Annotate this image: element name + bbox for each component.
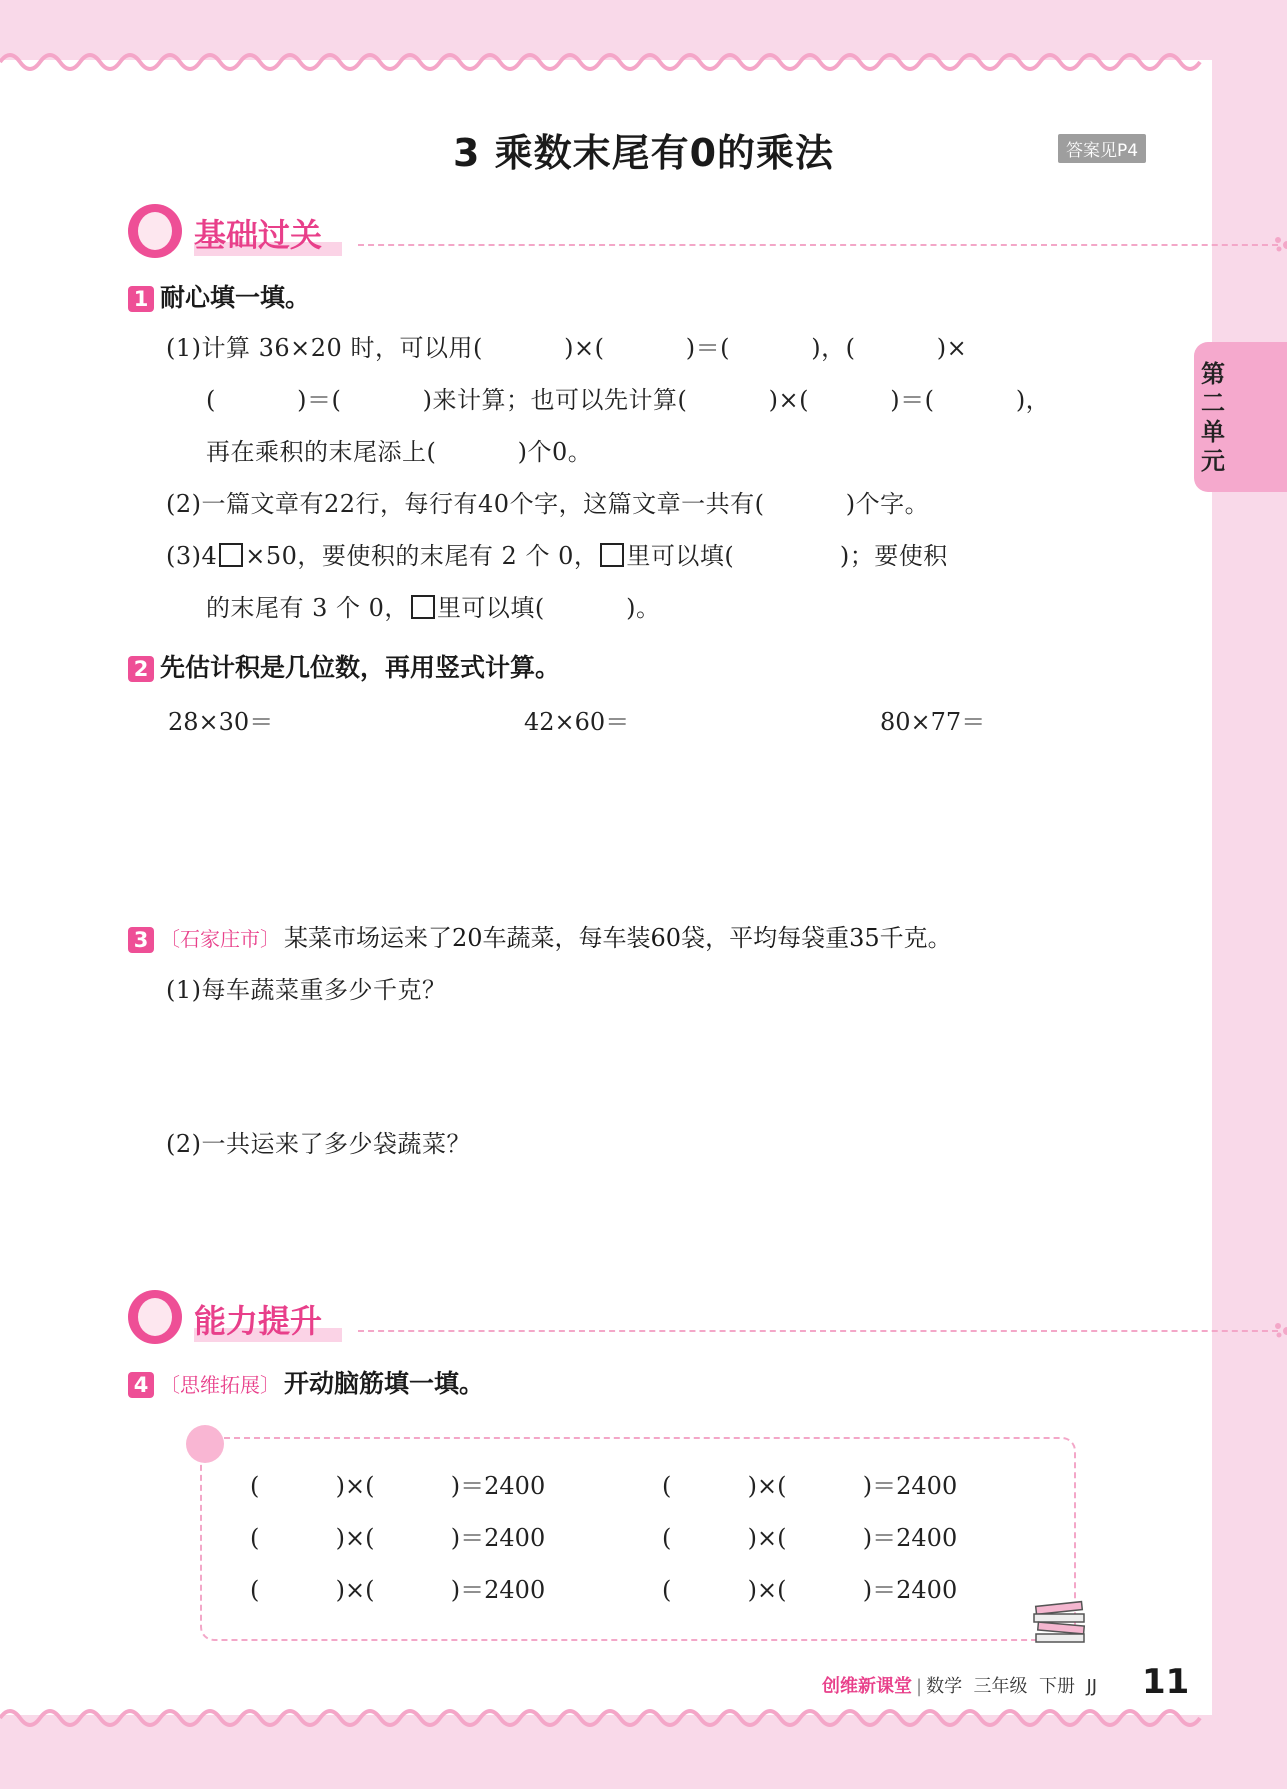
section-divider bbox=[358, 1330, 1278, 1332]
q1-line-5: (3)4 ×50，要使积的末尾有 2 个 0， 里可以填( )；要使积 bbox=[166, 542, 948, 570]
dots-icon bbox=[1273, 1322, 1287, 1338]
mascot-icon bbox=[128, 1290, 182, 1344]
section-divider bbox=[358, 244, 1278, 246]
q1-line-6: 的末尾有 3 个 0， 里可以填( )。 bbox=[206, 594, 661, 622]
q1-line-4: (2)一篇文章有22行，每行有40个字，这篇文章一共有( )个字。 bbox=[166, 490, 930, 518]
footer-subject: 数学 bbox=[926, 1676, 963, 1697]
question-number: 1 bbox=[128, 286, 154, 312]
bottom-wavy-border bbox=[0, 1700, 1287, 1740]
q1-line-1: (1)计算 36×20 时，可以用( )×( )＝( )，( )× bbox=[166, 334, 968, 362]
calc-1: 28×30＝ bbox=[168, 708, 274, 736]
dots-icon bbox=[1273, 236, 1287, 252]
mascot-icon bbox=[128, 204, 182, 258]
calc-2: 42×60＝ bbox=[524, 708, 630, 736]
question-heading: 某菜市场运来了20车蔬菜，每车装60袋，平均每袋重35千克。 bbox=[284, 924, 952, 952]
equation-row-1-right: ( )×( )＝2400 bbox=[662, 1472, 958, 1500]
answer-reference-badge: 答案见P4 bbox=[1058, 134, 1146, 163]
footer: 创维新课堂 | 数学 三年级 下册 JJ bbox=[822, 1676, 1098, 1697]
blank-square bbox=[600, 543, 624, 567]
question-1 bbox=[128, 278, 310, 314]
blank-square bbox=[411, 595, 435, 619]
question-4 bbox=[128, 1364, 484, 1400]
equation-row-3-left: ( )×( )＝2400 bbox=[250, 1576, 546, 1604]
footer-brand: 创维新课堂 bbox=[822, 1676, 912, 1697]
question-number: 4 bbox=[128, 1372, 154, 1398]
top-wavy-border bbox=[0, 40, 1287, 80]
footer-edition: JJ bbox=[1086, 1676, 1098, 1697]
q3-sub-2: (2)一共运来了多少袋蔬菜？ bbox=[166, 1130, 471, 1158]
q1-line-2: ( )＝( )来计算；也可以先计算( )×( )＝( )， bbox=[206, 386, 1051, 414]
equation-row-2-left: ( )×( )＝2400 bbox=[250, 1524, 546, 1552]
question-number: 2 bbox=[128, 656, 154, 682]
q1-line-3: 再在乘积的末尾添上( )个0。 bbox=[206, 438, 593, 466]
question-number: 3 bbox=[128, 927, 154, 953]
page-title: 3 乘数末尾有0的乘法 bbox=[452, 131, 835, 175]
footer-volume: 下册 bbox=[1038, 1676, 1075, 1697]
equation-row-1-left: ( )×( )＝2400 bbox=[250, 1472, 546, 1500]
equation-row-2-right: ( )×( )＝2400 bbox=[662, 1524, 958, 1552]
section-title-basic: 基础过关 bbox=[194, 210, 342, 256]
question-tag: 〔思维拓展〕 bbox=[160, 1373, 280, 1397]
question-heading: 开动脑筋填一填。 bbox=[284, 1369, 485, 1398]
question-tag: 〔石家庄市〕 bbox=[160, 927, 280, 951]
section-title-advanced: 能力提升 bbox=[194, 1296, 342, 1342]
footer-grade: 三年级 bbox=[973, 1676, 1028, 1697]
page-number: 11 bbox=[1142, 1662, 1190, 1702]
q3-sub-1: (1)每车蔬菜重多少千克？ bbox=[166, 976, 447, 1004]
equation-row-3-right: ( )×( )＝2400 bbox=[662, 1576, 958, 1604]
section-header-advanced bbox=[128, 1290, 1168, 1350]
calc-3: 80×77＝ bbox=[880, 708, 986, 736]
books-icon bbox=[1032, 1600, 1088, 1644]
question-heading: 耐心填一填。 bbox=[160, 283, 311, 312]
section-header-basic bbox=[128, 204, 1168, 264]
unit-side-tab-label: 第二单元 bbox=[1201, 360, 1225, 475]
question-2 bbox=[128, 648, 560, 684]
blank-square bbox=[219, 543, 243, 567]
question-3 bbox=[128, 918, 952, 953]
question-heading: 先估计积是几位数，再用竖式计算。 bbox=[160, 653, 561, 682]
sun-icon bbox=[186, 1425, 224, 1463]
